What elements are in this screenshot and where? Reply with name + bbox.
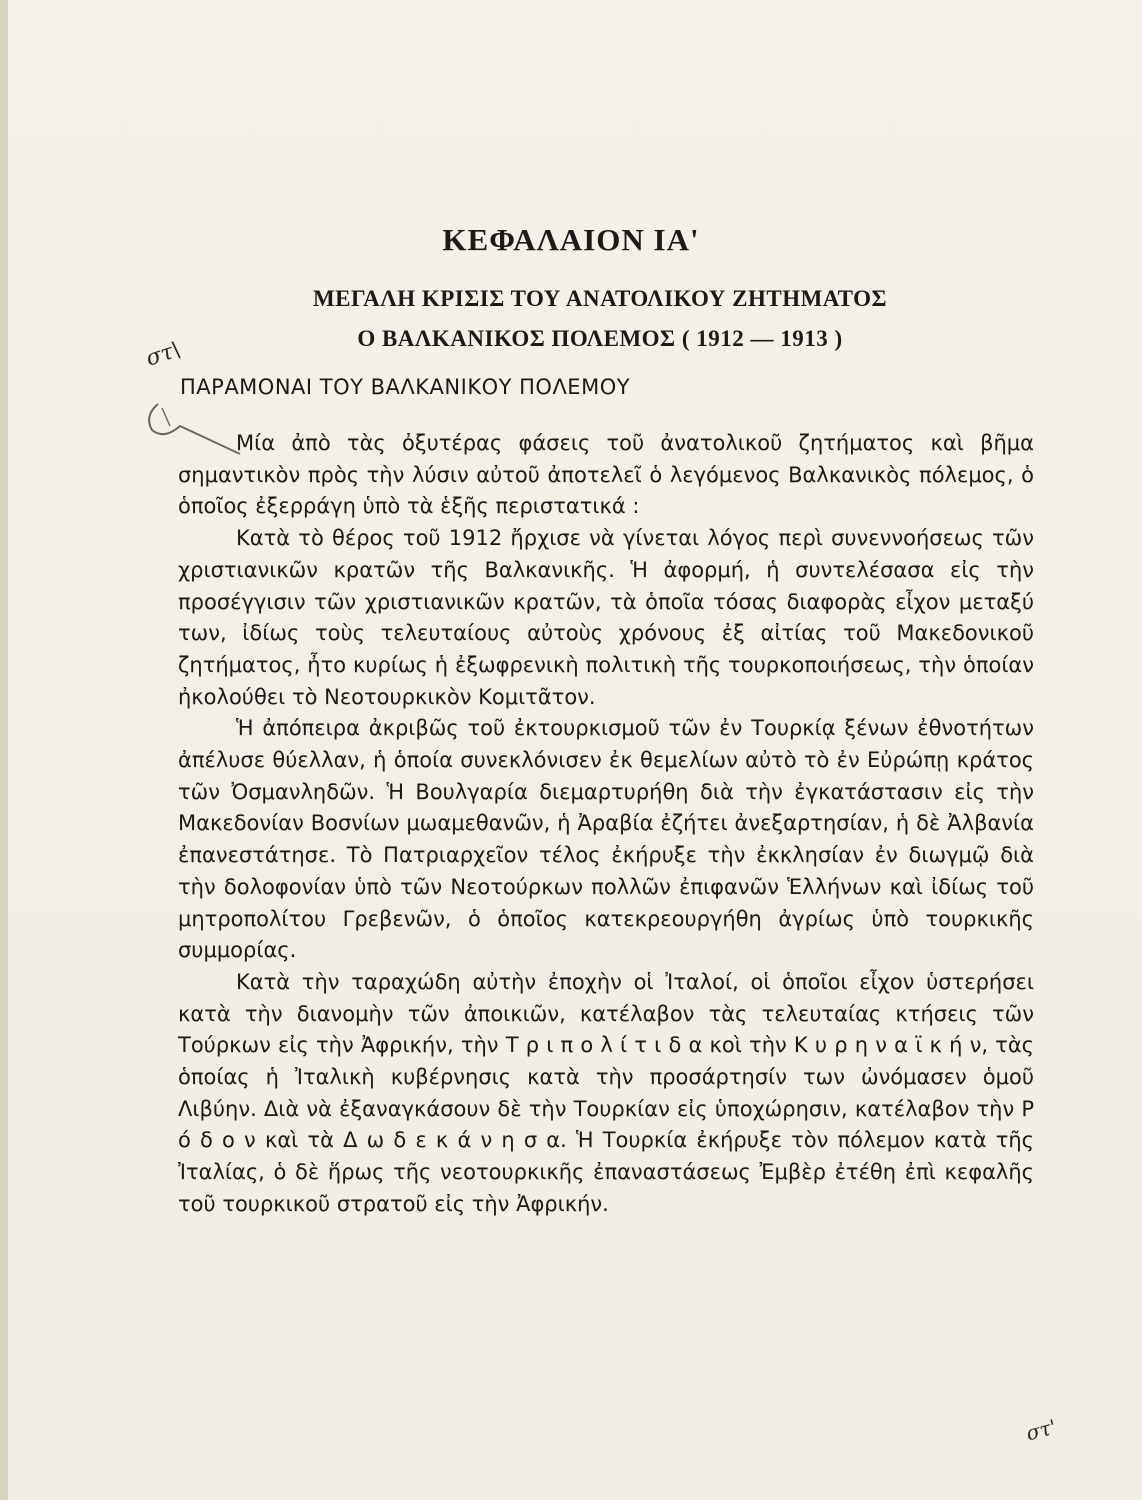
subtitle-line-1: ΜΕΓΑΛΗ ΚΡΙΣΙΣ ΤΟΥ ΑΝΑΤΟΛΙΚΟΥ ΖΗΤΗΜΑΤΟΣ bbox=[312, 286, 888, 311]
subtitle-line-2: Ο ΒΑΛΚΑΝΙΚΟΣ ΠΟΛΕΜΟΣ ( 1912 — 1913 ) bbox=[357, 326, 843, 351]
chapter-title: ΚΕΦΑΛΑΙΟΝ ΙΑ' bbox=[442, 222, 700, 257]
section-heading: ΠΑΡΑΜΟΝΑΙ ΤΟΥ ΒΑΛΚΑΝΙΚΟΥ ΠΟΛΕΜΟΥ bbox=[180, 375, 631, 399]
handwritten-annotation-top: στ\ bbox=[142, 337, 184, 372]
paragraph: Κατὰ τὴν ταραχώδη αὐτὴν ἐποχὴν οἱ Ἰταλοί, οἱ ὁποῖοι εἶχον ὑστερήσει κατὰ τὴν διανομὴν τῶν ἀποικιῶν, κατέλαβον τὰς τελευταίας κτήσεις τῶν Τούρκων εἰς τὴν Ἀφρικήν, τὴν Τ ρ ι π ο λ ί τ ι δ α κοὶ τὴν Κ υ ρ η ν α ϊ κ ή ν, τὰς ὁποίας ἡ Ἰταλικὴ κυβέρνησις κατὰ τὴν προσάρτησίν των ὠνόμασεν ὁμοῦ Λιβύην. Διὰ νὰ ἐξαναγκάσουν δὲ τὴν Τουρκίαν εἰς ὑποχώρησιν, κατέλαβον τὴν Ρ ό δ ο ν καὶ τὰ Δ ω δ ε κ ά ν η σ α. Ἡ Τουρκία ἐκήρυξε τὸν πόλεμον κατὰ τῆς Ἰταλίας, ὁ δὲ ἥρως τῆς νεοτουρκικῆς ἐπαναστάσεως Ἐμβὲρ ἐτέθη ἐπὶ κεφαλῆς τοῦ τουρκικοῦ στρατοῦ εἰς τὴν Ἀφρικήν. bbox=[178, 969, 1034, 1216]
paragraph: Μία ἀπὸ τὰς ὀξυτέρας φάσεις τοῦ ἀνατολικοῦ ζητήματος καὶ βῆμα σημαντικὸν πρὸς τὴν λύσιν αὐτοῦ ἀποτελεῖ ὁ λεγόμενος Βαλκανικὸς πόλεμος, ὁ ὁποῖος ἐξερράγη ὑπὸ τὰ ἑξῆς περιστατικά : bbox=[178, 431, 1034, 519]
body-text bbox=[178, 428, 1034, 1221]
paragraph: Ἡ ἀπόπειρα ἀκριβῶς τοῦ ἐκτουρκισμοῦ τῶν ἐν Τουρκίᾳ ξένων ἐθνοτήτων ἀπέλυσε θύελλαν, ἡ ὁποία συνεκλόνισεν ἐκ θεμελίων αὐτὸ τὸ ἐν Εὐρώπῃ κράτος τῶν Ὀσμανληδῶν. Ἡ Βουλγαρία διεμαρτυρήθη διὰ τὴν ἐγκατάστασιν εἰς τὴν Μακεδονίαν Βοσνίων μωαμεθανῶν, ἡ Ἀραβία ἐζήτει ἀνεξαρτησίαν, ἡ δὲ Ἀλβανία ἐπανεστάτησε. Τὸ Πατριαρχεῖον τέλος ἐκήρυξε τὴν ἐκκλησίαν ἐν διωγμῷ διὰ τὴν δολοφονίαν ὑπὸ τῶν Νεοτούρκων πολλῶν ἐπιφανῶν Ἑλλήνων καὶ ἰδίως τοῦ μητροπολίτου Γρεβενῶν, ὁ ὁποῖος κατεκρεουργήθη ἀγρίως ὑπὸ τουρκικῆς συμμορίας. bbox=[178, 716, 1034, 963]
paragraph: Κατὰ τὸ θέρος τοῦ 1912 ἤρχισε νὰ γίνεται λόγος περὶ συνεννοήσεως τῶν χριστιανικῶν κρατῶν τῆς Βαλκανικῆς. Ἡ ἀφορμή, ἡ συντελέσασα εἰς τὴν προσέγγισιν τῶν χριστιανικῶν κρατῶν, τὰ ὁποῖα τόσας διαφορὰς εἶχον μεταξύ των, ἰδίως τοὺς τελευταίους αὐτοὺς χρόνους ἐξ αἰτίας τοῦ Μακεδονικοῦ ζητήματος, ἦτο κυρίως ἡ ἐξωφρενικὴ πολιτικὴ τῆς τουρκοποιήσεως, τὴν ὁποίαν ἠκολούθει τὸ Νεοτουρκικὸν Κομιτᾶτον. bbox=[178, 526, 1034, 709]
handwritten-annotation-bottom: στ' bbox=[1023, 1414, 1059, 1446]
